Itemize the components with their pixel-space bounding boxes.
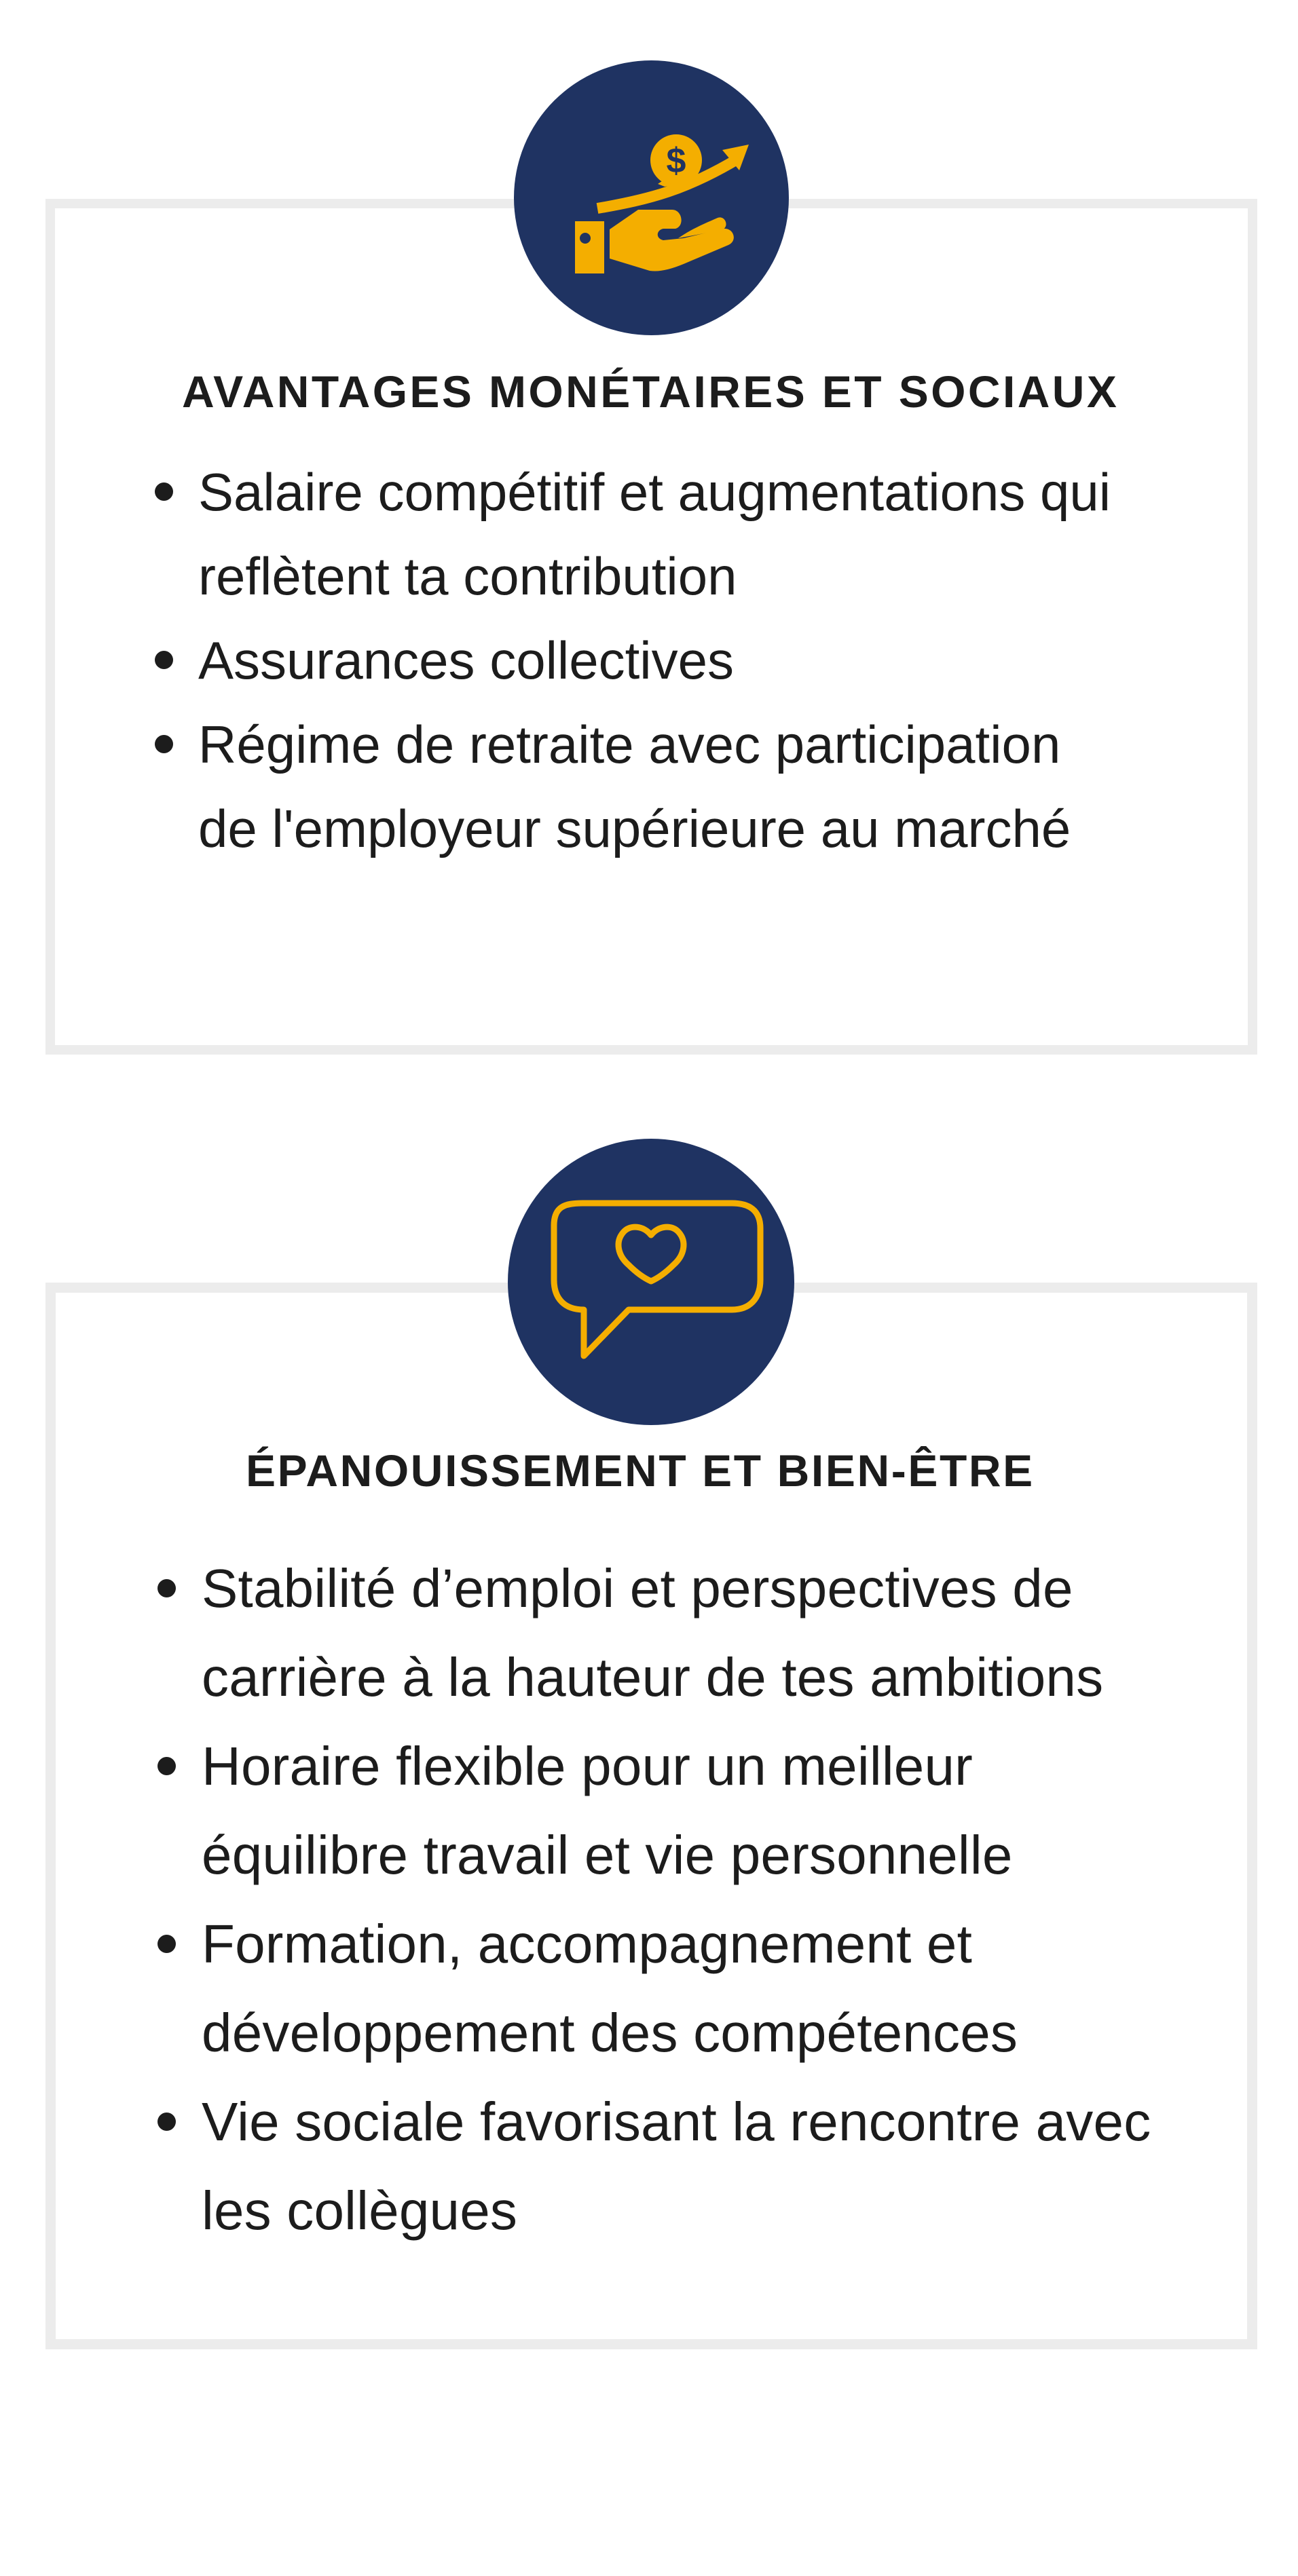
list-item: [198, 702, 1111, 871]
list-item-line: reflètent ta contribution: [198, 546, 737, 606]
list-item: [202, 1544, 1151, 1722]
list-item-line: Assurances collectives: [198, 630, 734, 690]
section-title-wellbeing: ÉPANOUISSEMENT ET BIEN-ÊTRE: [246, 1445, 1035, 1496]
list-item-line: développement des compétences: [202, 2003, 1018, 2063]
list-item-line: Stabilité d’emploi et perspectives de: [202, 1558, 1073, 1618]
bullet-icon: [155, 482, 173, 501]
bullet-icon: [155, 651, 173, 669]
bullet-icon: [157, 1935, 176, 1953]
bullet-icon: [157, 1579, 176, 1597]
section-title-monetary: AVANTAGES MONÉTAIRES ET SOCIAUX: [182, 366, 1119, 417]
icon-badge-monetary: [514, 60, 789, 335]
list-item-line: Régime de retraite avec participation: [198, 715, 1061, 774]
bullet-icon: [155, 735, 173, 753]
list-item: [202, 1899, 1151, 2077]
svg-text:$: $: [666, 141, 686, 181]
benefits-list-wellbeing: [202, 1544, 1151, 2255]
list-item-line: Formation, accompagnement et: [202, 1914, 973, 1974]
bullet-icon: [157, 1757, 176, 1775]
list-item-line: de l'employeur supérieure au marché: [198, 799, 1071, 858]
icon-badge-wellbeing: [508, 1139, 794, 1425]
bullet-icon: [157, 2113, 176, 2131]
list-item-line: carrière à la hauteur de tes ambitions: [202, 1647, 1104, 1707]
list-item-line: Vie sociale favorisant la rencontre avec: [202, 2091, 1151, 2152]
list-item: [198, 618, 1111, 702]
list-item-line: les collègues: [202, 2180, 518, 2241]
benefits-list-monetary: [198, 450, 1111, 871]
list-item-line: Horaire flexible pour un meilleur: [202, 1736, 974, 1796]
speech-bubble-heart-icon: [508, 1139, 794, 1425]
list-item: [202, 2077, 1151, 2255]
list-item: [198, 450, 1111, 618]
list-item-line: Salaire compétitif et augmentations qui: [198, 462, 1111, 522]
hand-money-growth-icon: [514, 60, 789, 335]
list-item-line: équilibre travail et vie personnelle: [202, 1825, 1013, 1885]
list-item: [202, 1722, 1151, 1899]
